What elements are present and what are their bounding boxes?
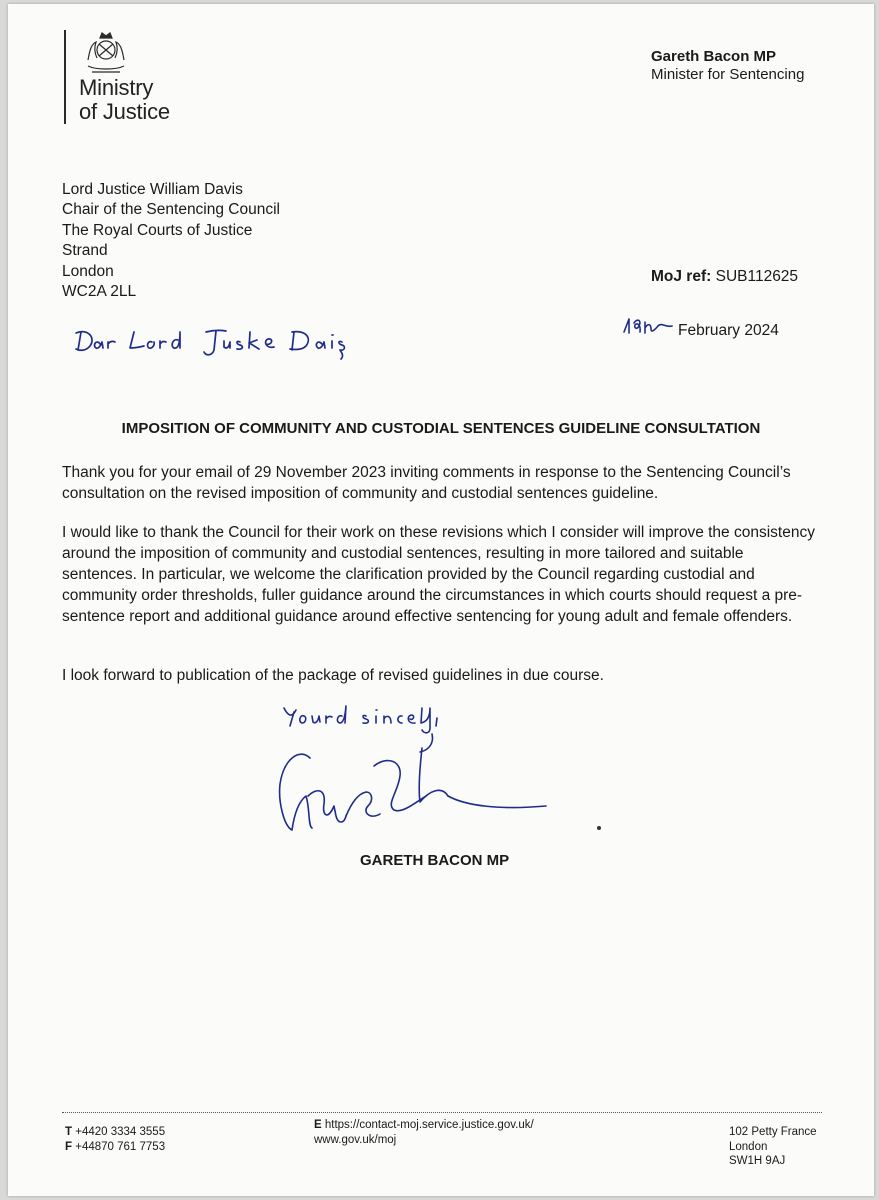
footer-address xyxy=(729,1125,817,1169)
letter-heading: IMPOSITION OF COMMUNITY AND CUSTODIAL SENTENCES GUIDELINE CONSULTATION xyxy=(121,420,761,437)
royal-crest-icon xyxy=(82,30,130,76)
address-line: The Royal Courts of Justice xyxy=(62,221,253,239)
footer-address-line: London xyxy=(729,1140,768,1153)
phone-number: +4420 3334 3555 xyxy=(75,1126,166,1138)
handwritten-signature xyxy=(270,736,560,836)
minister-name: Gareth Bacon MP xyxy=(651,48,777,65)
body-paragraph-2: I would like to thank the Council for their work on these revisions which I consider will improve the consistency around the imposition of community and custodial sentences, resulting in more tailored and suitable sentences. In particular, we welcome the clarification provided by the Council regarding custodial and community order thresholds, fuller guidance around the circumstances in which courts should request a pre-sentence report and additional guidance around effective sentencing for young adult and female offenders. xyxy=(62,524,815,625)
minister-title: Minister for Sentencing xyxy=(651,66,805,83)
letter-page xyxy=(8,4,874,1196)
address-line: Chair of the Sentencing Council xyxy=(62,201,280,219)
email-link[interactable]: https://contact-moj.service.justice.gov.uk/ xyxy=(324,1119,534,1131)
fax-label: F xyxy=(65,1140,73,1153)
email-label: E xyxy=(314,1119,322,1131)
letter-date: February 2024 xyxy=(678,322,779,339)
footer-divider xyxy=(62,1112,822,1113)
footer-address-line: SW1H 9AJ xyxy=(729,1155,786,1167)
footer-contact-numbers xyxy=(65,1125,165,1154)
footer-web xyxy=(314,1118,534,1147)
minister-block xyxy=(651,48,804,84)
address-line: London xyxy=(62,262,114,280)
moj-reference xyxy=(651,268,798,286)
handwritten-salutation xyxy=(70,324,370,364)
reference-value: SUB112625 xyxy=(715,268,799,285)
handwritten-day xyxy=(620,314,676,338)
body-paragraph-1: Thank you for your email of 29 November 2023 inviting comments in response to the Sentencing Council’s consultation on the revised imposition of community and custodial sentences guideline. xyxy=(62,464,791,502)
logo-line-2: of Justice xyxy=(79,99,170,124)
recipient-address xyxy=(62,180,280,302)
body-paragraph-3: I look forward to publication of the package of revised guidelines in due course. xyxy=(62,667,604,684)
ink-dot xyxy=(597,826,601,830)
website-link[interactable]: www.gov.uk/moj xyxy=(314,1133,397,1146)
phone-label: T xyxy=(65,1126,73,1138)
address-line: Lord Justice William Davis xyxy=(62,181,243,198)
fax-number: +44870 761 7753 xyxy=(75,1140,166,1153)
signer-name: GARETH BACON MP xyxy=(360,852,510,869)
logo-line-1: Ministry xyxy=(79,75,154,100)
address-line: Strand xyxy=(62,242,108,260)
footer-address-line: 102 Petty France xyxy=(729,1126,817,1138)
ministry-logo-text xyxy=(79,76,170,124)
address-line: WC2A 2LL xyxy=(62,283,137,301)
reference-label: MoJ ref: xyxy=(651,268,712,285)
logo-divider xyxy=(64,30,66,124)
